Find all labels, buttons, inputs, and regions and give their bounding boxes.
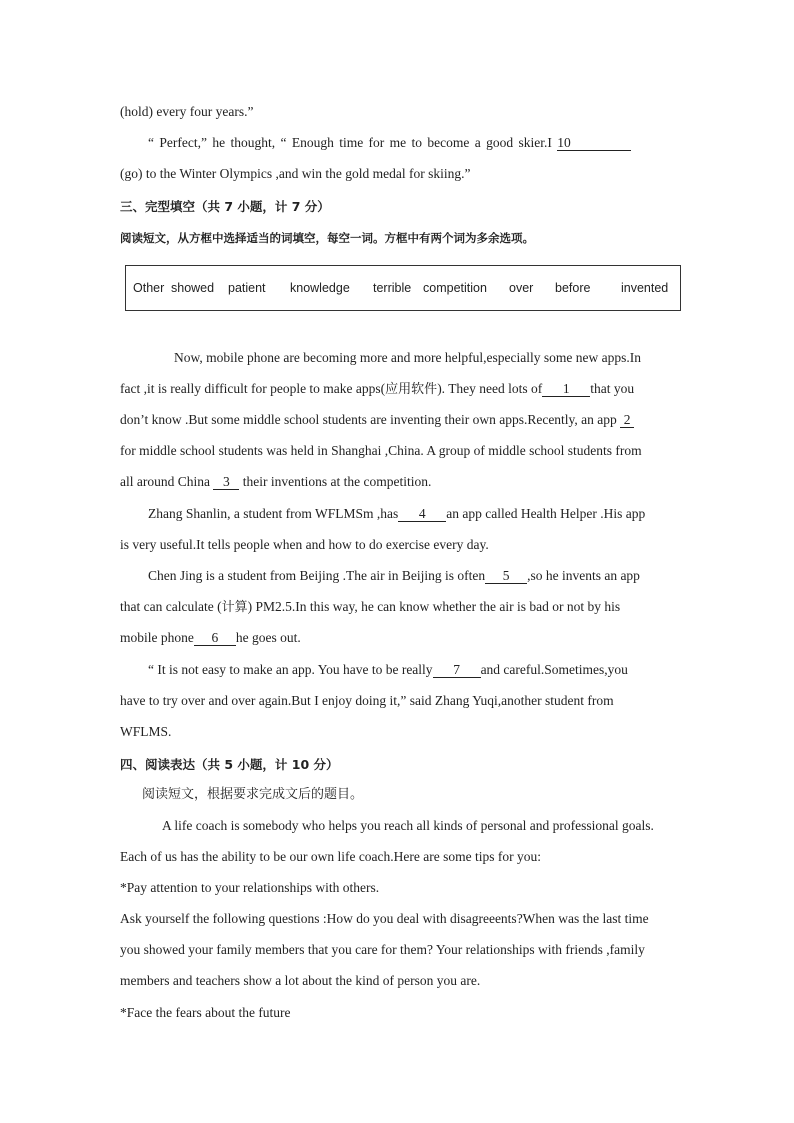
word-box-item: terrible [373, 281, 412, 295]
text-line [120, 598, 620, 617]
text-run: and careful.Sometimes,you [480, 662, 628, 677]
text-line: Each of us has the ability to be our own life coach.Here are some tips for you: [120, 849, 541, 864]
text-line [120, 411, 634, 429]
text-line [148, 661, 628, 679]
text-run: ) PM2.5.In this way, he can know whether the air is bad or not by his [247, 599, 621, 614]
text-run: Zhang Shanlin, a student from WFLMSm ,has [148, 506, 399, 521]
word-box-item: invented [621, 281, 669, 295]
text-line: Now, mobile phone are becoming more and more helpful,especially some new apps.In [174, 350, 641, 365]
text-line [120, 473, 431, 491]
word-box-item: Other [133, 281, 165, 295]
blank-4: 4 [398, 506, 446, 522]
blank-2: 2 [620, 412, 634, 428]
word-box-item: showed [171, 281, 215, 295]
word-box-item: patient [228, 281, 266, 295]
text-run: Chen Jing is a student from Beijing .The air in Beijing is often [148, 568, 486, 583]
text-line: A life coach is somebody who helps you reach all kinds of personal and professional goals. [162, 818, 654, 833]
text-line [148, 567, 640, 585]
section-instruction: 阅读短文，根据要求完成文后的题目。 [142, 787, 364, 802]
text-run: fact ,it is really difficult for people to make apps( [120, 381, 386, 396]
text-run: he goes out. [235, 630, 301, 645]
word-box-item: competition [423, 281, 487, 295]
text-run: 应用软件 [385, 382, 438, 397]
text-run: an app called Health Helper .His app [446, 506, 646, 521]
blank-5: 5 [485, 568, 527, 584]
text-line: *Face the fears about the future [120, 1005, 291, 1020]
blank-10: 10 [557, 135, 631, 151]
text-run: all around China [120, 474, 214, 489]
text-line: have to try over and over again.But I enjoy doing it,” said Zhang Yuqi,another student from [120, 693, 614, 708]
text-line: Ask yourself the following questions :How do you deal with disagreeents?When was the last time [120, 911, 649, 926]
section-instruction: 阅读短文，从方框中选择适当的词填空，每空一词。方框中有两个词为多余选项。 [120, 231, 534, 245]
text-run: ,so he invents an app [527, 568, 640, 583]
text-line: (go) to the Winter Olympics ,and win the gold medal for skiing.” [120, 166, 471, 181]
text-run: “ Perfect,” he thought, “ Enough time for me to become a good skier.I [148, 135, 558, 150]
text-run: that you [590, 381, 635, 396]
blank-1: 1 [542, 381, 590, 397]
text-line [120, 380, 634, 399]
text-line: members and teachers show a lot about the kind of person you are. [120, 973, 481, 988]
text-run: don’t know .But some middle school students are inventing their own apps.Recently, an app [120, 412, 621, 427]
word-box-item: over [509, 281, 534, 295]
text-line: for middle school students was held in Shanghai ,China. A group of middle school students from [120, 443, 642, 458]
text-run: ). They need lots of [437, 381, 543, 396]
blank-7: 7 [433, 662, 481, 678]
text-line: (hold) every four years.” [120, 104, 254, 119]
text-line: you showed your family members that you care for them? Your relationships with friends ,family [120, 942, 645, 957]
text-line [120, 629, 301, 647]
text-run: that can calculate ( [120, 599, 222, 614]
text-line [148, 134, 631, 152]
text-line [148, 505, 645, 523]
text-run: “ It is not easy to make an app. You have to be really [148, 662, 433, 677]
section-heading: 三、完型填空（共 7 小题，计 7 分） [120, 199, 330, 214]
blank-6: 6 [194, 630, 236, 646]
text-line: is very useful.It tells people when and how to do exercise every day. [120, 537, 489, 552]
text-line: WFLMS. [120, 724, 172, 739]
word-box-item: knowledge [290, 281, 350, 295]
text-run: 计算 [221, 600, 248, 615]
section-heading: 四、阅读表达（共 5 小题，计 10 分） [120, 757, 339, 772]
text-run: mobile phone [120, 630, 194, 645]
word-box-item: before [555, 281, 591, 295]
text-run: their inventions at the competition. [239, 474, 432, 489]
word-box [125, 265, 681, 311]
text-line: *Pay attention to your relationships with others. [120, 880, 380, 895]
blank-3: 3 [213, 474, 239, 490]
